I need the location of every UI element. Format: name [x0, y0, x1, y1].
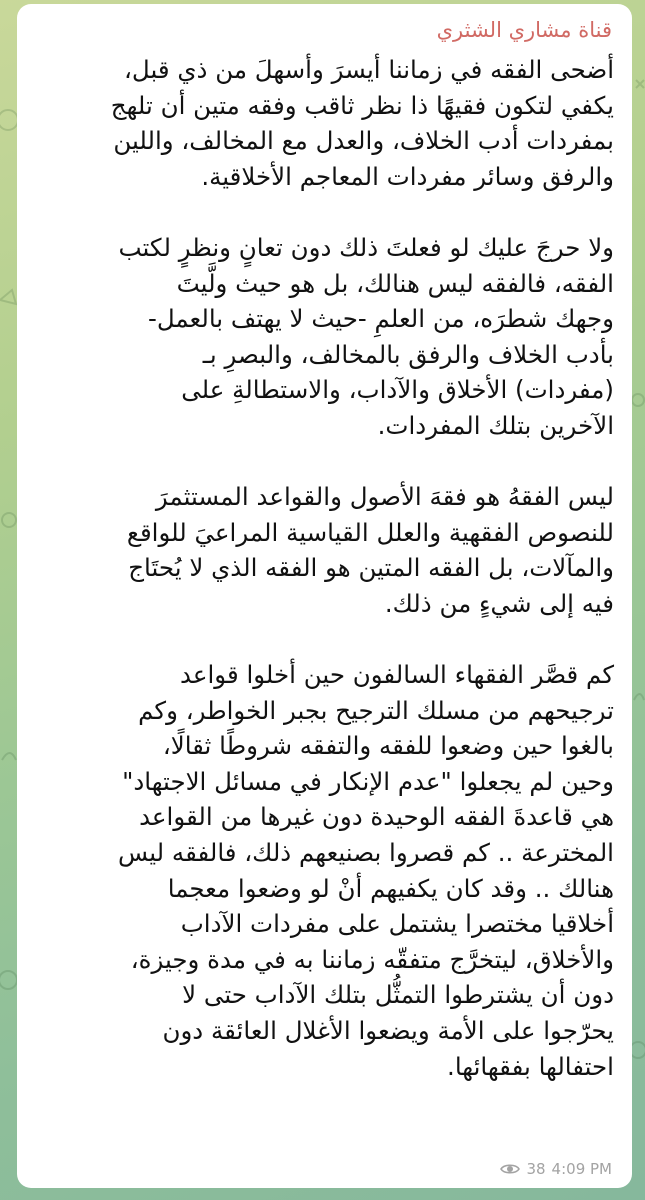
message-time: 4:09 PM: [551, 1160, 612, 1178]
message-line: فيه إلى شيءٍ من ذلك.: [384, 588, 614, 618]
message-line: دون أن يشترطوا التمثُّل بتلك الآداب حتى لا: [182, 980, 614, 1010]
message-line: ولا حرجَ عليك لو فعلتَ ذلك دون تعانٍ ونظرٍ لكتب: [118, 232, 614, 262]
view-count: 38: [526, 1160, 546, 1178]
message-line: أضحى الفقه في زماننا أيسرَ وأسهلَ من ذي قبل،: [123, 55, 614, 84]
message-line: يكفي لتكون فقيهًا ذا نظر ثاقب وفقه متين أن تلهج: [110, 90, 614, 120]
message-line: هنالك .. وقد كان يكفيهم أنْ لو وضعوا معجما: [167, 873, 614, 903]
message-line: يحرّجوا على الأمة ويضعوا الأغلال العائقة دون: [162, 1016, 614, 1046]
message-line: بأدب الخلاف والرفق بالمخالف، والبصرِ بـ: [202, 339, 614, 369]
paragraph-4: [33, 657, 614, 1084]
message-line: هي قاعدةَ الفقه الوحيدة دون غيرها من القواعد: [139, 802, 614, 832]
channel-name[interactable]: قناة مشاري الشثري: [436, 18, 612, 42]
eye-icon: [500, 1162, 520, 1176]
message-line: والمآلات، بل الفقه المتين هو الفقه الذي لا يُحتَاج: [128, 553, 614, 583]
paragraph-3: [33, 479, 614, 621]
message-line: الآخرين بتلك المفردات.: [377, 410, 614, 440]
message-line: أخلاقيا مختصرا يشتمل على مفردات الآداب: [180, 909, 614, 939]
message-line: ترجيحهم من مسلك الترجيح بجبر الخواطر، وكم: [138, 695, 614, 725]
message-line: ليس الفقهُ هو فقهَ الأصول والقواعد المستثمرَ: [155, 482, 614, 512]
message-line: للنصوص الفقهية والعلل القياسية المراعيَ للواقع: [126, 517, 614, 547]
paragraph-gap: [33, 194, 614, 230]
message-line: والأخلاق، ليتخرَّج متفقّه زماننا به في مدة وجيزة،: [130, 944, 614, 974]
message-text: [33, 52, 614, 1084]
message-line: احتفالها بفقهائها.: [447, 1051, 614, 1081]
message-meta: [500, 1160, 612, 1178]
paragraph-gap: [33, 444, 614, 480]
paragraph-gap: [33, 622, 614, 658]
message-bubble[interactable]: [17, 4, 632, 1188]
message-line: كم قصَّر الفقهاء السالفون حين أخلوا قواعد: [180, 660, 614, 690]
message-line: والرفق وسائر مفردات المعاجم الأخلاقية.: [201, 161, 614, 191]
paragraph-2: [33, 230, 614, 444]
paragraph-1: [33, 52, 614, 194]
message-line: الفقه، فالفقه ليس هنالك، بل هو حيث ولَّيتَ: [176, 268, 614, 298]
message-line: (مفردات) الأخلاق والآداب، والاستطالةِ على: [181, 375, 614, 405]
message-line: بمفردات أدب الخلاف، والعدل مع المخالف، واللين: [113, 126, 614, 156]
message-line: وجهك شطرَه، من العلمِ -حيث لا يهتف بالعمل-: [147, 304, 614, 334]
message-line: المخترعة .. كم قصروا بصنيعهم ذلك، فالفقه ليس: [118, 838, 614, 868]
message-line: وحين لم يجعلوا "عدم الإنكار في مسائل الاجتهاد": [122, 766, 614, 796]
message-line: بالغوا حين وضعوا للفقه والتفقه شروطًا ثقالًا،: [162, 731, 614, 761]
